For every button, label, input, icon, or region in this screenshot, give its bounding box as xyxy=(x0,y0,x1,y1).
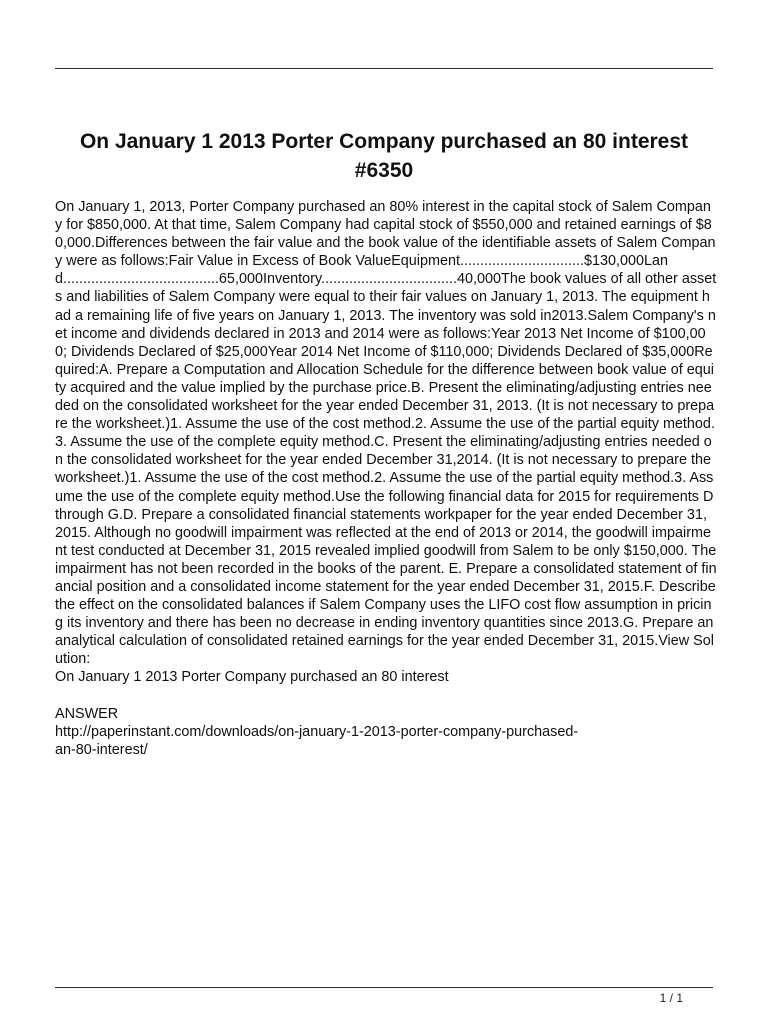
document-body xyxy=(55,198,717,759)
answer-url-line-2: an-80-interest/ xyxy=(55,741,148,758)
paragraph-spacer xyxy=(55,687,717,705)
answer-label: ANSWER xyxy=(55,705,119,722)
footer-divider xyxy=(55,987,713,988)
problem-text: On January 1, 2013, Porter Company purchased an 80% interest in the capital stock of Salem Company for $850,000. At that time, Salem Company had capital stock of $550,000 and retained earnings of $80,000.Differences between the fair value and the book value of the identifiable assets of Salem Company were as follows:Fair Value in Excess of Book ValueEquipment...............................$130,000Land.......................................65,000Inventory..................................40,000The book values of all other assets and liabilities of Salem Company were equal to their fair values on January 1, 2013. The equipment had a remaining life of five years on January 1, 2013. The inventory was sold in2013.Salem Company's net income and dividends declared in 2013 and 2014 were as follows:Year 2013 Net Income of $100,000; Dividends Declared of $25,000Year 2014 Net Income of $110,000; Dividends Declared of $35,000Required:A. Prepare a Computation and Allocation Schedule for the difference between book value of equity acquired and the value implied by the purchase price.B. Present the eliminating/adjusting entries needed on the consolidated worksheet for the year ended December 31, 2013. (It is not necessary to prepare the worksheet.)1. Assume the use of the cost method.2. Assume the use of the partial equity method.3. Assume the use of the complete equity method.C. Present the eliminating/adjusting entries needed on the consolidated worksheet for the year ended December 31,2014. (It is not necessary to prepare the worksheet.)1. Assume the use of the cost method.2. Assume the use of the partial equity method.3. Assume the use of the complete equity method.Use the following financial data for 2015 for requirements D through G.D. Prepare a consolidated financial statements workpaper for the year ended December 31, 2015. Although no goodwill impairment was reflected at the end of 2013 or 2014, the goodwill impairment test conducted at December 31, 2015 revealed implied goodwill from Salem to be only $150,000. The impairment has not been recorded in the books of the parent. E. Prepare a consolidated statement of financial position and a consolidated income statement for the year ended December 31, 2015.F. Describe the effect on the consolidated balances if Salem Company uses the LIFO cost flow assumption in pricing its inventory and there has been no decrease in ending inventory quantities since 2013.G. Prepare an analytical calculation of consolidated retained earnings for the year ended December 31, 2015.View Solution: xyxy=(55,199,717,668)
page-number: 1 / 1 xyxy=(659,991,683,1005)
repeat-title: On January 1 2013 Porter Company purchased an 80 interest xyxy=(55,669,449,686)
answer-url-line-1: http://paperinstant.com/downloads/on-january-1-2013-porter-company-purchased- xyxy=(55,723,579,740)
header-divider xyxy=(55,68,713,69)
document-title: On January 1 2013 Porter Company purchased an 80 interest #6350 xyxy=(79,130,689,182)
